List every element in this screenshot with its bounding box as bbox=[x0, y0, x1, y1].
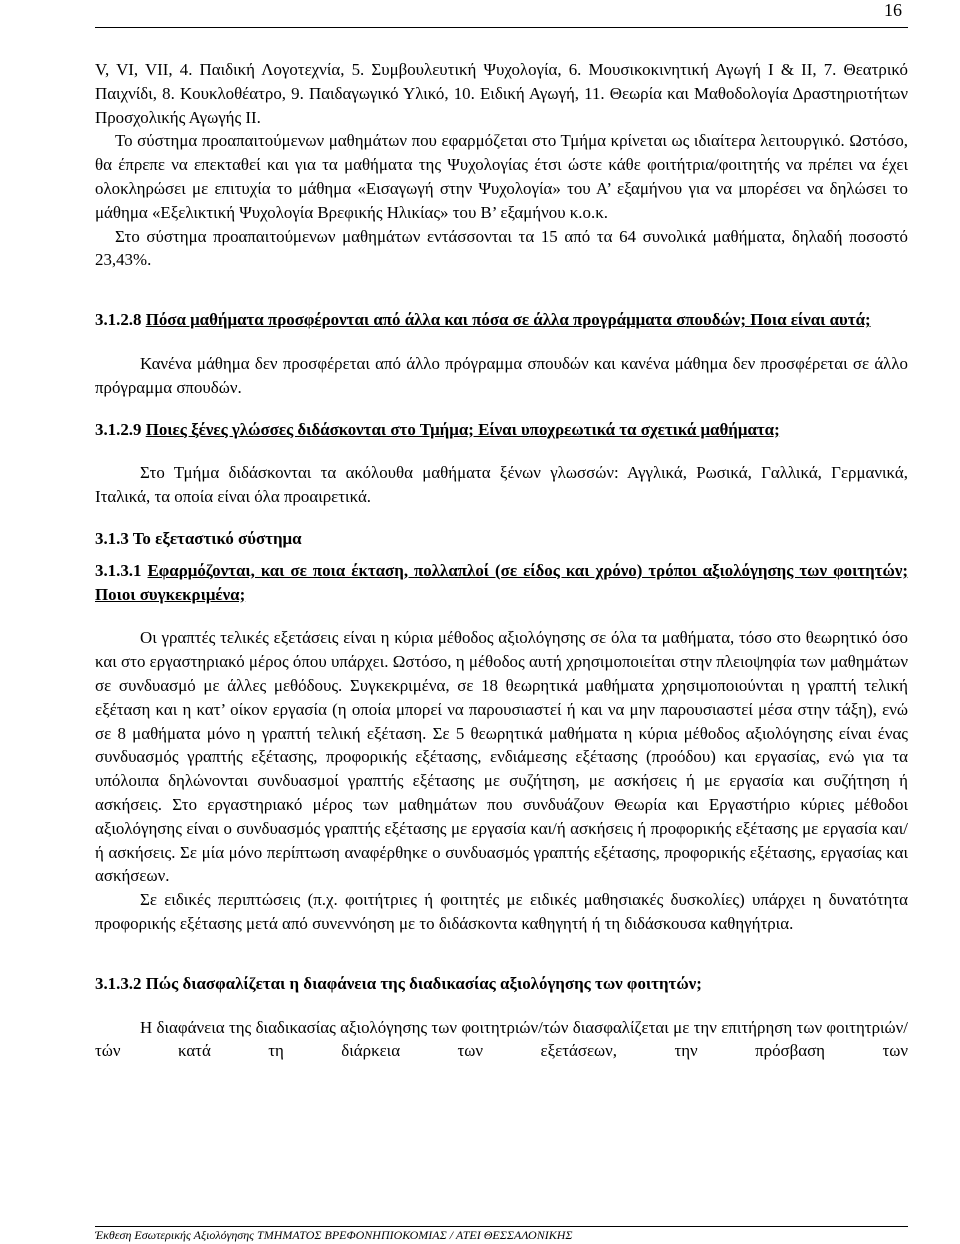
section-heading-3-1-2-9 bbox=[95, 418, 908, 442]
other-programs-paragraph: Κανένα μάθημα δεν προσφέρεται από άλλο πρόγραμμα σπουδών και κανένα μάθημα δεν προσφέρεται σε άλλο πρόγραμμα σπουδών. bbox=[95, 353, 908, 397]
footer-rule bbox=[95, 1226, 908, 1227]
section-heading-3-1-2-8 bbox=[95, 308, 908, 332]
heading-number: 3.1.2.9 bbox=[95, 419, 142, 439]
page-number: 16 bbox=[884, 0, 902, 20]
assessment-methods-paragraph: Οι γραπτές τελικές εξετάσεις είναι η κύρια μέθοδος αξιολόγησης σε όλα τα μαθήματα, τόσο στο θεωρητικό όσο και στο εργαστηριακό μέρος όπου υπάρχει. Ωστόσο, η μέθοδος αυτή χρησιμοποιείται στην πλειοψηφία των μαθημάτων σε συνδυασμό με άλλες μεθόδους. Συγκεκριμένα, σε 18 θεωρητικά μαθήματα χρησιμοποιούνται η γραπτή τελική εξέταση και η κατ’ οίκον εργασία (η οποία μπορεί να παρουσιαστεί ή και να μην παρουσιαστεί μέσα στην τάξη), ενώ σε 8 μαθήματα μόνο η γραπτή τελική εξέταση. Σε 5 θεωρητικά μαθήματα η κύρια μέθοδος αξιολόγησης είναι ένας συνδυασμός γραπτής εξέτασης, προφορικής εξέτασης, ενδιάμεσης εξέτασης (προόδου) και εργασίας, ενώ για τα υπόλοιπα δηλώνονται συνδυασμοί γραπτής εξέτασης με συζήτηση, με ασκήσεις ή με εργασία και συζήτηση ή ασκήσεις. Στο εργαστηριακό μέρος των μαθημάτων που συνδυάζουν Θεωρία και Εργαστήριο κύριες μέθοδοι αξιολόγησης είναι ο συνδυασμός γραπτής εξέτασης με εργασία και/ή ασκήσεις ή προφορικής εξέτασης με εργασία και/ή ασκήσεις. Σε μία μόνο περίπτωση αναφέρθηκε ο συνδυασμός γραπτής εξέτασης, προφορικής εξέτασης, εργασίας και ασκήσεων. bbox=[95, 628, 908, 886]
section-heading-3-1-3-2: 3.1.3.2 Πώς διασφαλίζεται η διαφάνεια της διαδικασίας αξιολόγησης των φοιτητών; bbox=[95, 973, 702, 993]
heading-text: Εφαρμόζονται, και σε ποια έκταση, πολλαπλοί (σε είδος και χρόνο) τρόποι αξιολόγησης των φοιτητών; Ποιοι συγκεκριμένα; bbox=[95, 560, 908, 604]
footer-text: Έκθεση Εσωτερικής Αξιολόγησης ΤΜΗΜΑΤΟΣ ΒΡΕΦΟΝΗΠΙΟΚΟΜΙΑΣ / ΑΤΕΙ ΘΕΣΣΑΛΟΝΙΚΗΣ bbox=[95, 1228, 573, 1242]
heading-number: 3.1.3.1 bbox=[95, 560, 142, 580]
document-body bbox=[95, 58, 908, 1063]
section-heading-3-1-3-1 bbox=[95, 559, 908, 607]
special-cases-paragraph: Σε ειδικές περιπτώσεις (π.χ. φοιτήτριες ή φοιτητές με ειδικές μαθησιακές δυσκολίες) υπάρχει η δυνατότητα προφορικής εξέτασης μετά από συνεννόηση με το διδάσκοντα καθηγητή ή τη διδάσκουσα καθηγήτρια. bbox=[95, 890, 908, 933]
prerequisites-paragraph: Το σύστημα προαπαιτούμενων μαθημάτων που εφαρμόζεται στο Τμήμα κρίνεται ως ιδιαίτερα λειτουργικό. Ωστόσο, θα έπρεπε να επεκταθεί και για τα μαθήματα της Ψυχολογίας έτσι ώστε κάθε φοιτήτρια/φοιτητής να πρέπει να έχει ολοκληρώσει με επιτυχία το μάθημα «Εισαγωγή στην Ψυχολογία» του Α’ εξαμήνου για να μπορέσει να δηλώσει το μάθημα «Εξελικτική Ψυχολογία Βρεφικής Ηλικίας» του Β’ εξαμήνου κ.ο.κ. bbox=[95, 131, 908, 222]
course-list-paragraph: V, VI, VII, 4. Παιδική Λογοτεχνία, 5. Συμβουλευτική Ψυχολογία, 6. Μουσικοκινητική Αγωγή Ι & ΙΙ, 7. Θεατρικό Παιχνίδι, 8. Κουκλοθέατρο, 9. Παιδαγωγικό Υλικό, 10. Ειδική Αγωγή, 11. Θεωρία και Μαθοδολογία Δραστηριοτήτων Προσχολικής Αγωγής ΙΙ. bbox=[95, 60, 908, 127]
heading-text: Ποιες ξένες γλώσσες διδάσκονται στο Τμήμα; Είναι υποχρεωτικά τα σχετικά μαθήματα; bbox=[145, 419, 780, 439]
foreign-languages-paragraph: Στο Τμήμα διδάσκονται τα ακόλουθα μαθήματα ξένων γλωσσών: Αγγλικά, Ρωσικά, Γαλλικά, Γερμανικά, Ιταλικά, τα οποία είναι όλα προαιρετικά. bbox=[95, 463, 908, 507]
prerequisites-stats-paragraph: Στο σύστημα προαπαιτούμενων μαθημάτων εντάσσονται τα 15 από τα 64 συνολικά μαθήματα, δηλαδή ποσοστό 23,43%. bbox=[95, 226, 908, 270]
section-heading-3-1-3: 3.1.3 Το εξεταστικό σύστημα bbox=[95, 528, 302, 548]
header-rule bbox=[95, 27, 908, 28]
heading-number: 3.1.2.8 bbox=[95, 310, 142, 330]
heading-text: Πόσα μαθήματα προσφέρονται από άλλα και πόσα σε άλλα προγράμματα σπουδών; Ποια είναι αυτά; bbox=[145, 310, 871, 330]
transparency-paragraph: Η διαφάνεια της διαδικασίας αξιολόγησης των φοιτητριών/τών διασφαλίζεται με την επιτήρηση των φοιτητριών/τών κατά τη διάρκεια των εξετάσεων, την πρόσβαση των bbox=[95, 1017, 908, 1061]
